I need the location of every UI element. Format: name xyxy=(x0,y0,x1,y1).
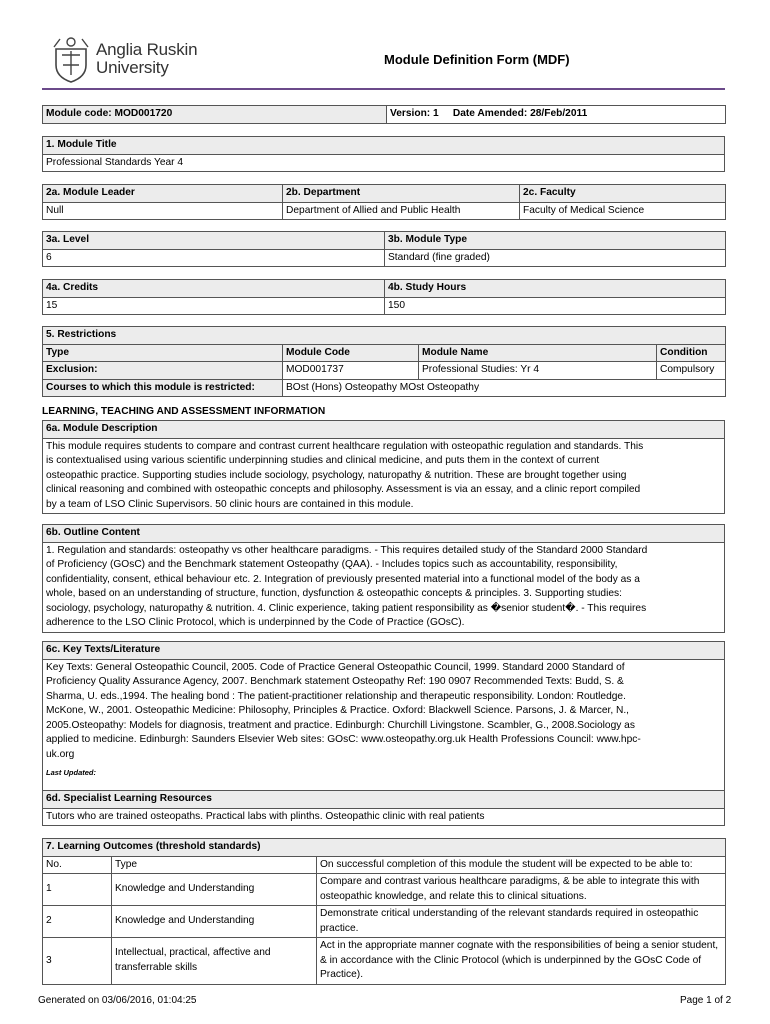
key-texts-line: 2005.Osteopathy: Models for diagnosis, treatment and practice. Edinburgh: Churchill Livingstone. Scambler, G., 2008.Sociology as xyxy=(46,719,635,731)
university-logo xyxy=(52,34,212,84)
col-module-code: Module Code xyxy=(283,344,419,362)
key-texts-line: uk.org xyxy=(46,748,75,760)
restrictions-label: 5. Restrictions xyxy=(43,327,726,345)
outline-line: of Proficiency (GOsC) and the Benchmark statement Osteopathy (QAA). - Includes topics such as accountability, responsibility, xyxy=(46,559,618,570)
module-title-value: Professional Standards Year 4 xyxy=(43,154,725,172)
module-leader-value: Null xyxy=(43,202,283,220)
exclusion-label: Exclusion: xyxy=(43,362,283,380)
outcomes-label: 7. Learning Outcomes (threshold standards) xyxy=(43,839,726,857)
outcome-type: Knowledge and Understanding xyxy=(112,906,317,938)
document-title: Module Definition Form (MDF) xyxy=(384,52,570,67)
version-label: Version: xyxy=(390,108,431,119)
col-no: No. xyxy=(43,856,112,874)
key-texts-line: Key Texts: General Osteopathic Council, 2005. Code of Practice General Osteopathic Council, 1999. Standard 2000 Standard of xyxy=(46,661,625,673)
module-code: Module code: MOD001720 xyxy=(43,106,387,124)
last-updated-label: Last Updated: xyxy=(46,768,97,777)
department-label: 2b. Department xyxy=(283,185,520,203)
exclusion-code: MOD001737 xyxy=(283,362,419,380)
credits-value: 15 xyxy=(43,297,385,315)
learning-heading: LEARNING, TEACHING AND ASSESSMENT INFORMATION xyxy=(42,406,326,417)
col-outcome-desc: On successful completion of this module the student will be expected to be able to: xyxy=(317,856,726,874)
outline-line: confidentiality, consent, ethical behaviour etc. 2. Integration of previously presented material into a functional model of the body as a xyxy=(46,573,640,585)
page-number: Page 1 of 2 xyxy=(680,995,732,1006)
description-table xyxy=(42,420,725,514)
crest-icon xyxy=(52,35,90,83)
courses-label: Courses to which this module is restricted: xyxy=(43,379,283,397)
outcomes-table xyxy=(42,838,726,985)
exclusion-condition: Compulsory xyxy=(657,362,726,380)
module-code-table xyxy=(42,105,726,124)
module-leader-label: 2a. Module Leader xyxy=(43,185,283,203)
col-module-name: Module Name xyxy=(419,344,657,362)
module-type-label: 3b. Module Type xyxy=(385,232,726,250)
table-row xyxy=(43,906,726,938)
restrictions-table xyxy=(42,326,726,397)
col-condition: Condition xyxy=(657,344,726,362)
level-label: 3a. Level xyxy=(43,232,385,250)
faculty-value: Faculty of Medical Science xyxy=(520,202,726,220)
col-type: Type xyxy=(43,344,283,362)
outline-line: 1. Regulation and standards: osteopathy vs other healthcare paradigms. - This requires detailed study of the Standard 2000 Standard xyxy=(46,544,648,556)
description-line: clinical reasoning and combined with osteopathic concepts and philosophy. Assessment is via an essay, and a clinic report compiled xyxy=(46,484,641,495)
key-texts-line: Sharma, U. eds.,1994. The healing bond : The patient-practitioner relationship and therapeutic responsibility. London: Routledge. xyxy=(46,690,626,702)
courses-value: BOst (Hons) Osteopathy MOst Osteopathy xyxy=(283,379,726,397)
module-type-value: Standard (fine graded) xyxy=(385,249,726,267)
key-texts-line: applied to medicine. Edinburgh: Saunders Elsevier Web sites: GOsC: www.osteopathy.org.uk Health Professions Council: www.hpc- xyxy=(46,734,641,745)
outcome-desc: Demonstrate critical understanding of the relevant standards required in osteopathic practice. xyxy=(317,906,726,938)
outcome-no: 3 xyxy=(43,938,112,985)
logo-line-2: University xyxy=(96,58,169,77)
logo-line-1: Anglia Ruskin xyxy=(96,40,198,59)
version-date xyxy=(387,106,726,124)
level-value: 6 xyxy=(43,249,385,267)
description-line: This module requires students to compare and contrast current healthcare regulation with osteopathic regulation and standards. This xyxy=(46,440,644,452)
resources-label: 6d. Specialist Learning Resources xyxy=(43,791,725,809)
outline-line: sociology, psychology, naturopathy & nutrition. 4. Clinic experience, taking patient responsibility as �senior student�. - This requires xyxy=(46,602,647,614)
module-title-label: 1. Module Title xyxy=(43,137,725,155)
outcome-type: Knowledge and Understanding xyxy=(112,874,317,906)
outline-line: adherence to the LSO Clinic Protocol, which is underpinned by the Code of Practice (GOsC). xyxy=(46,617,465,628)
level-table xyxy=(42,231,726,267)
description-line: is contextualised using various scientific underpinning studies and clinical medicine, and puts them in the context of current xyxy=(46,455,600,466)
generated-timestamp: Generated on 03/06/2016, 01:04:25 xyxy=(38,995,197,1006)
outline-line: whole, based on an understanding of structure, function, dysfunction & osteopathic concepts & principles. 3. Supporting studies: xyxy=(46,588,622,599)
study-hours-label: 4b. Study Hours xyxy=(385,280,726,298)
outcome-no: 1 xyxy=(43,874,112,906)
description-line: osteopathic practice. Supporting studies include sociology, psychology, naturopathy & nutrition. These are brought together using xyxy=(46,469,627,481)
version-value: 1 xyxy=(433,108,439,119)
key-texts-line: Proficiency Quality Assurance Agency, 2007. Benchmark statement Osteopathy Ref: 190 0907 Recommended Texts: Budd, S. & xyxy=(46,676,624,687)
outline-body xyxy=(43,542,725,632)
faculty-label: 2c. Faculty xyxy=(520,185,726,203)
description-line: by a team of LSO Clinic Supervisors. 50 clinic hours are contained in this module. xyxy=(46,498,414,510)
col-outcome-type: Type xyxy=(112,856,317,874)
key-texts-table xyxy=(42,641,725,791)
key-texts-body xyxy=(43,659,725,790)
credits-label: 4a. Credits xyxy=(43,280,385,298)
resources-value: Tutors who are trained osteopaths. Practical labs with plinths. Osteopathic clinic with real patients xyxy=(43,808,725,826)
resources-table xyxy=(42,790,725,826)
department-value: Department of Allied and Public Health xyxy=(283,202,520,220)
study-hours-value: 150 xyxy=(385,297,726,315)
date-amended-value: 28/Feb/2011 xyxy=(530,108,588,119)
outcome-no: 2 xyxy=(43,906,112,938)
outline-table xyxy=(42,524,725,633)
module-title-table xyxy=(42,136,725,172)
key-texts-label: 6c. Key Texts/Literature xyxy=(43,642,725,660)
exclusion-name: Professional Studies: Yr 4 xyxy=(419,362,657,380)
key-texts-line: McKone, W., 2001. Osteopathic Medicine: Philosophy, Principles & Practice. Oxford: Blackwell Science. Parsons, J. & Marcer, N., xyxy=(46,705,630,716)
table-row xyxy=(43,938,726,985)
table-row xyxy=(43,874,726,906)
outcome-type: Intellectual, practical, affective and transferrable skills xyxy=(112,938,317,985)
credits-table xyxy=(42,279,726,315)
outline-label: 6b. Outline Content xyxy=(43,525,725,543)
outcome-desc: Compare and contrast various healthcare paradigms, & be able to integrate this with osteopathic knowledge, and relate this to clinical situations. xyxy=(317,874,726,906)
description-label: 6a. Module Description xyxy=(43,421,725,439)
header-divider xyxy=(42,88,725,90)
date-amended-label: Date Amended: xyxy=(452,108,528,119)
leader-table xyxy=(42,184,726,220)
description-body xyxy=(43,438,725,514)
outcome-desc: Act in the appropriate manner cognate with the responsibilities of being a senior student, & in accordance with the Clinic Protocol (which is underpinned by the GOsC Code of Practice). xyxy=(317,938,726,985)
